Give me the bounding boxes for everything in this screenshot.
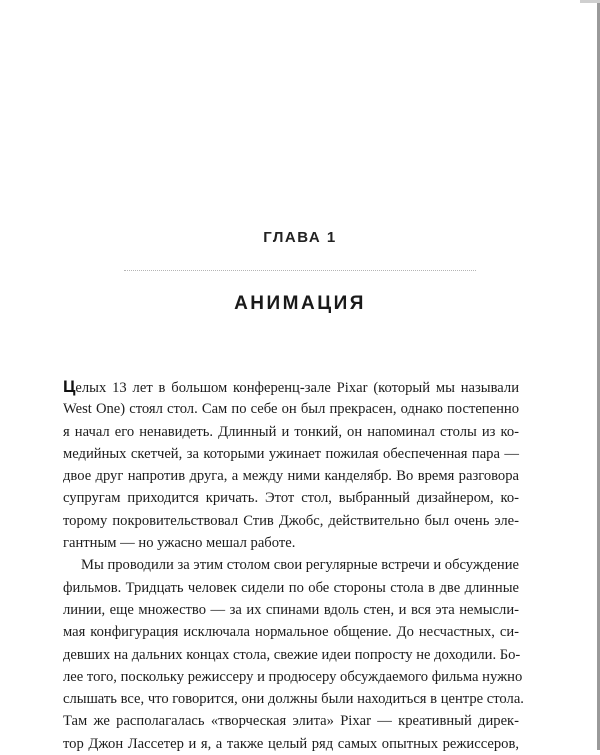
text-line: супругам приходится кричать. Этот стол, выбранный дизайнером, ко- — [63, 490, 519, 507]
drop-cap: Ц — [63, 377, 76, 396]
text-line: лее того, поскольку режиссеру и продюсеру обсуждаемого фильма нужно — [63, 668, 523, 685]
text-line: девших на дальних концах стола, свежие идеи попросту не доходили. Бо- — [63, 646, 521, 663]
text-line: медийных скетчей, за которыми ужинает пожилая обеспеченная пара — — [63, 445, 519, 462]
chapter-title: АНИМАЦИЯ — [234, 293, 366, 314]
text-line: линии, еще множество — за их спинами вдоль стен, и вся эта немысли- — [63, 601, 519, 618]
text-line — [63, 376, 519, 398]
paragraph-start-line: Мы проводили за этим столом свои регулярные встречи и обсуждение — [81, 557, 519, 574]
text-line: тор Джон Лассетер и я, а также целый ряд самых опытных режиссеров, — [63, 735, 519, 752]
text-line: Там же располагалась «творческая элита» Pixar — креативный дирек- — [63, 713, 519, 730]
text-line: фильмов. Тридцать человек сидели по обе стороны стола в две длинные — [63, 579, 519, 596]
text-line: мая конфигурация исключала нормальное общение. До несчастных, си- — [63, 624, 519, 641]
first-line-text: елых 13 лет в большом конференц-зале Pixar (который мы называли — [75, 380, 519, 396]
text-line: гантным — но ужасно мешал работе. — [63, 535, 296, 552]
text-line: я начал его ненавидеть. Длинный и тонкий, он напоминал столы из ко- — [63, 423, 519, 440]
text-line: торому покровительствовал Стив Джобс, действительно был очень эле- — [63, 512, 519, 529]
text-line: двое друг напротив друга, а между ними канделябр. Во время разговора — [63, 468, 519, 485]
text-line: слышать все, что говорится, они должны были находиться в центре стола. — [63, 691, 524, 708]
chapter-label: ГЛАВА 1 — [263, 229, 337, 246]
chapter-divider — [124, 270, 476, 271]
text-line: West One) стоял стол. Сам по себе он был прекрасен, однако постепенно — [63, 401, 519, 418]
body-text — [63, 376, 524, 755]
page-corner-mark — [580, 0, 600, 3]
